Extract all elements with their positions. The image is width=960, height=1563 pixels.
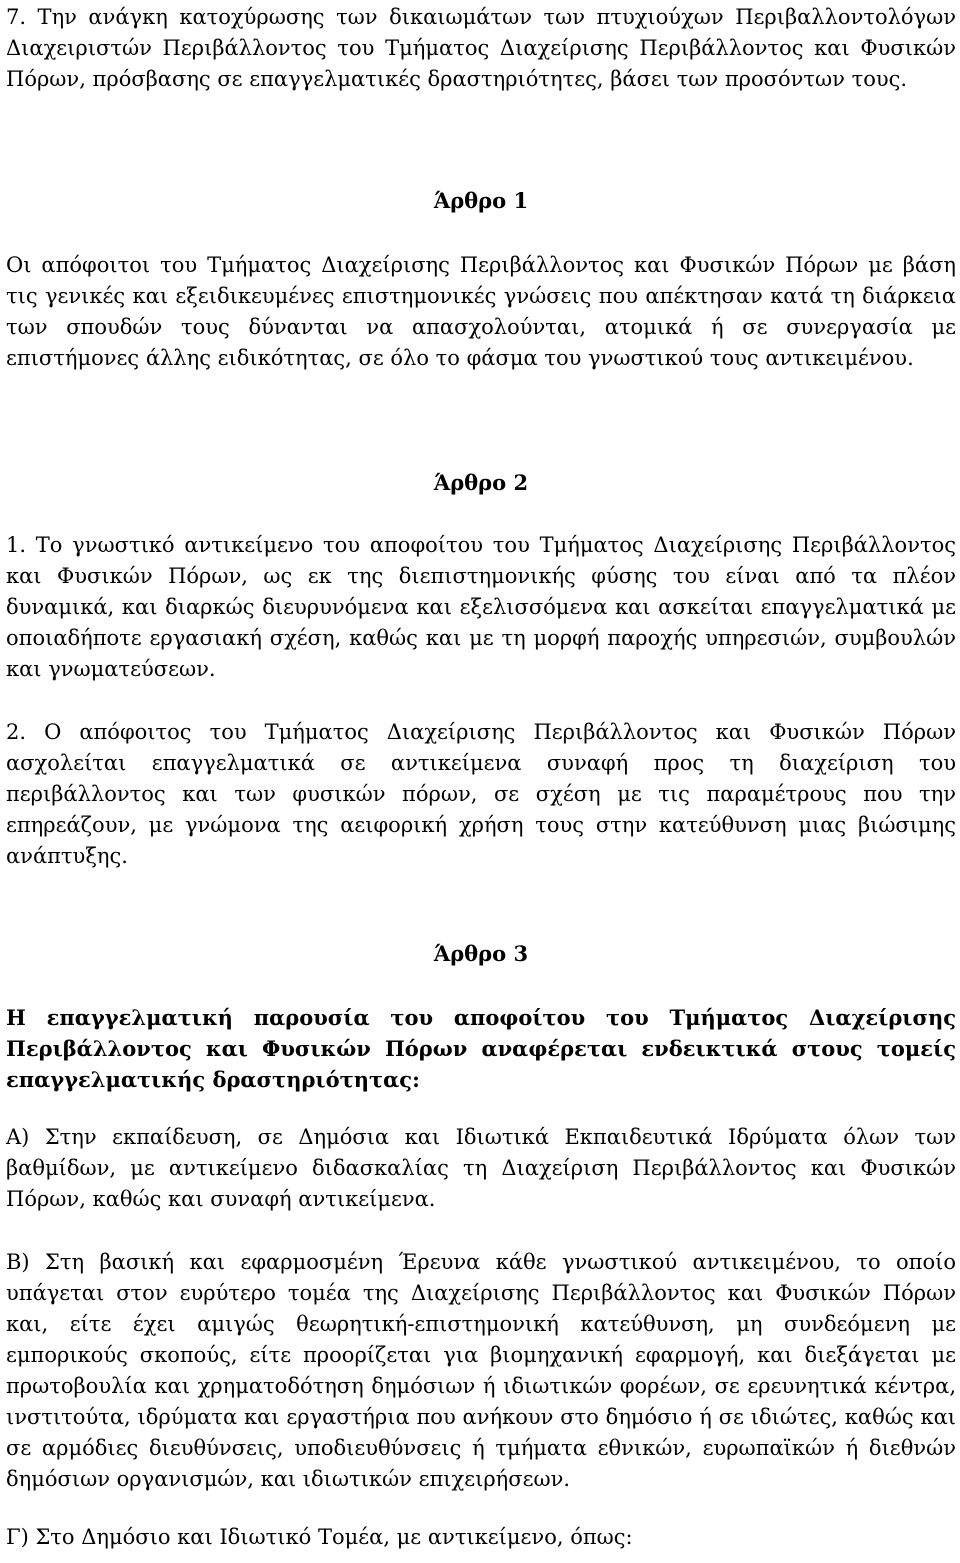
article-1-text: Οι απόφοιτοι του Τμήματος Διαχείρισης Περιβάλλοντος και Φυσικών Πόρων με βάση τις γενικές και εξειδικευμένες επιστημονικές γνώσεις που απέκτησαν κατά τη διάρκεια των σπουδών τους δύνανται να απασχολούνται, ατομικά ή σε συνεργασία με επιστήμονες άλλης ειδικότητας, σε όλο το φάσμα του γνωστικού τους αντικειμένου. <box>6 253 956 370</box>
article-3-item-b: Β) Στη βασική και εφαρμοσμένη Έρευνα κάθε γνωστικού αντικειμένου, το οποίο υπάγεται στον ευρύτερο τομέα της Διαχείρισης Περιβάλλοντος και Φυσικών Πόρων και, είτε έχει αμιγώς θεωρητική-επιστημονική κατεύθυνση, μη συνδεόμενη με εμπορικούς σκοπούς, είτε προορίζεται για βιομηχανική εφαρμογή, και διεξάγεται με πρωτοβουλία και χρηματοδότηση δημόσιων ή ιδιωτικών φορέων, σε ερευνητικά κέντρα, ινστιτούτα, ιδρύματα και εργαστήρια που ανήκουν στο δημόσιο ή σε ιδιώτες, καθώς και σε αρμόδιες διευθύνσεις, υποδιευθύνσεις ή τμήματα εθνικών, ευρωπαϊκών ή διεθνών δημόσιων οργανισμών, και ιδιωτικών επιχειρήσεων. <box>6 1250 956 1491</box>
article-3-lead: Η επαγγελματική παρουσία του αποφοίτου του Τμήματος Διαχείρισης Περιβάλλοντος και Φυσικών Πόρων αναφέρεται ενδεικτικά στους τομείς επαγγελματικής δραστηριότητας: <box>6 1005 956 1092</box>
article-3-heading: Άρθρο 3 <box>433 941 529 966</box>
item-7-paragraph: 7. Την ανάγκη κατοχύρωσης των δικαιωμάτων των πτυχιούχων Περιβαλλοντολόγων Διαχειριστών Περιβάλλοντος του Τμήματος Διαχείρισης Περιβάλλοντος και Φυσικών Πόρων, πρόσβασης σε επαγγελματικές δραστηριότητες, βάσει των προσόντων τους. <box>6 5 956 91</box>
article-3-item-c: Γ) Στο Δημόσιο και Ιδιωτικό Τομέα, με αντικείμενο, όπως: <box>6 1525 633 1549</box>
article-2-paragraph-2: 2. Ο απόφοιτος του Τμήματος Διαχείρισης Περιβάλλοντος και Φυσικών Πόρων ασχολείται επαγγελματικά σε αντικείμενα συναφή προς τη διαχείριση του περιβάλλοντος και των φυσικών πόρων, σε σχέση με τις παραμέτρους που την επηρεάζουν, με γνώμονα της αειφορική χρήση τους στην κατεύθυνση μιας βιώσιμης ανάπτυξης. <box>6 720 956 868</box>
article-3-item-a: Α) Στην εκπαίδευση, σε Δημόσια και Ιδιωτικά Εκπαιδευτικά Ιδρύματα όλων των βαθμίδων, με αντικείμενο διδασκαλίας τη Διαχείριση Περιβάλλοντος και Φυσικών Πόρων, καθώς και συναφή αντικείμενα. <box>6 1125 956 1211</box>
article-1-heading: Άρθρο 1 <box>433 188 529 213</box>
article-2-paragraph-1: 1. Το γνωστικό αντικείμενο του αποφοίτου του Τμήματος Διαχείρισης Περιβάλλοντος και Φυσικών Πόρων, ως εκ της διεπιστημονικής φύσης του είναι από τα πλέον δυναμικά, και διαρκώς διευρυνόμενα και εξελισσόμενα και ασκείται επαγγελματικά με οποιαδήποτε εργασιακή σχέση, καθώς και με τη μορφή παροχής υπηρεσιών, συμβουλών και γνωματεύσεων. <box>6 533 956 681</box>
article-2-heading: Άρθρο 2 <box>433 470 529 495</box>
